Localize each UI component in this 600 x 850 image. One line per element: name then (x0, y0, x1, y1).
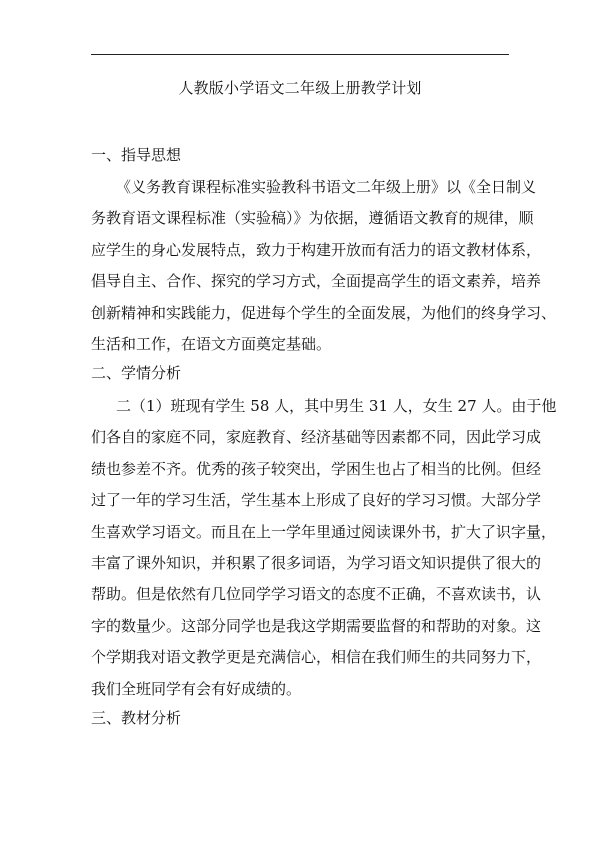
paragraph-line: 生喜欢学习语文。而且在上一学年里通过阅读课外书，扩大了识字量， (91, 522, 557, 541)
paragraph-line: 创新精神和实践能力，促进每个学生的全面发展，为他们的终身学习、 (91, 303, 557, 322)
paragraph-line: 帮助。但是依然有几位同学学习语文的态度不正确，不喜欢读书，认 (91, 585, 542, 604)
paragraph-line: 绩也参差不齐。优秀的孩子较突出，学困生也占了相当的比例。但经 (91, 459, 542, 478)
paragraph-line: 字的数量少。这部分同学也是我这学期需要监督的和帮助的对象。这 (91, 616, 542, 635)
section-heading-student-analysis: 二、学情分析 (91, 364, 182, 382)
paragraph-line: 过了一年的学习生活，学生基本上形成了良好的学习习惯。大部分学 (91, 491, 542, 510)
paragraph-student-analysis (91, 391, 557, 705)
section-heading-guiding-ideology: 一、指导思想 (91, 146, 182, 164)
paragraph-line: 《义务教育课程标准实验教科书语文二年级上册》以《全日制义 (116, 178, 537, 196)
paragraph-guiding-ideology (91, 172, 557, 360)
document-title: 人教版小学语文二年级上册教学计划 (178, 79, 422, 97)
paragraph-line: 应学生的身心发展特点，致力于构建开放而有活力的语文教材体系， (91, 240, 542, 259)
paragraph-line: 们各自的家庭不同，家庭教育、经济基础等因素都不同，因此学习成 (91, 428, 542, 447)
paragraph-line: 务教育语文课程标准（实验稿）》为依据，遵循语文教育的规律，顺 (91, 209, 534, 228)
paragraph-line: 生活和工作，在语文方面奠定基础。 (91, 335, 332, 354)
paragraph-line: 我们全班同学有会有好成绩的。 (91, 679, 302, 698)
header-rule (91, 54, 509, 55)
section-heading-textbook-analysis: 三、教材分析 (91, 709, 182, 727)
paragraph-line: 倡导自主、合作、探究的学习方式，全面提高学生的语文素养，培养 (91, 272, 542, 291)
paragraph-line: 丰富了课外知识，并积累了很多词语，为学习语文知识提供了很大的 (91, 554, 542, 573)
paragraph-line: 二（1）班现有学生 58 人，其中男生 31 人，女生 27 人。由于他 (116, 397, 557, 415)
paragraph-line: 个学期我对语文教学更是充满信心，相信在我们师生的共同努力下， (91, 648, 542, 667)
